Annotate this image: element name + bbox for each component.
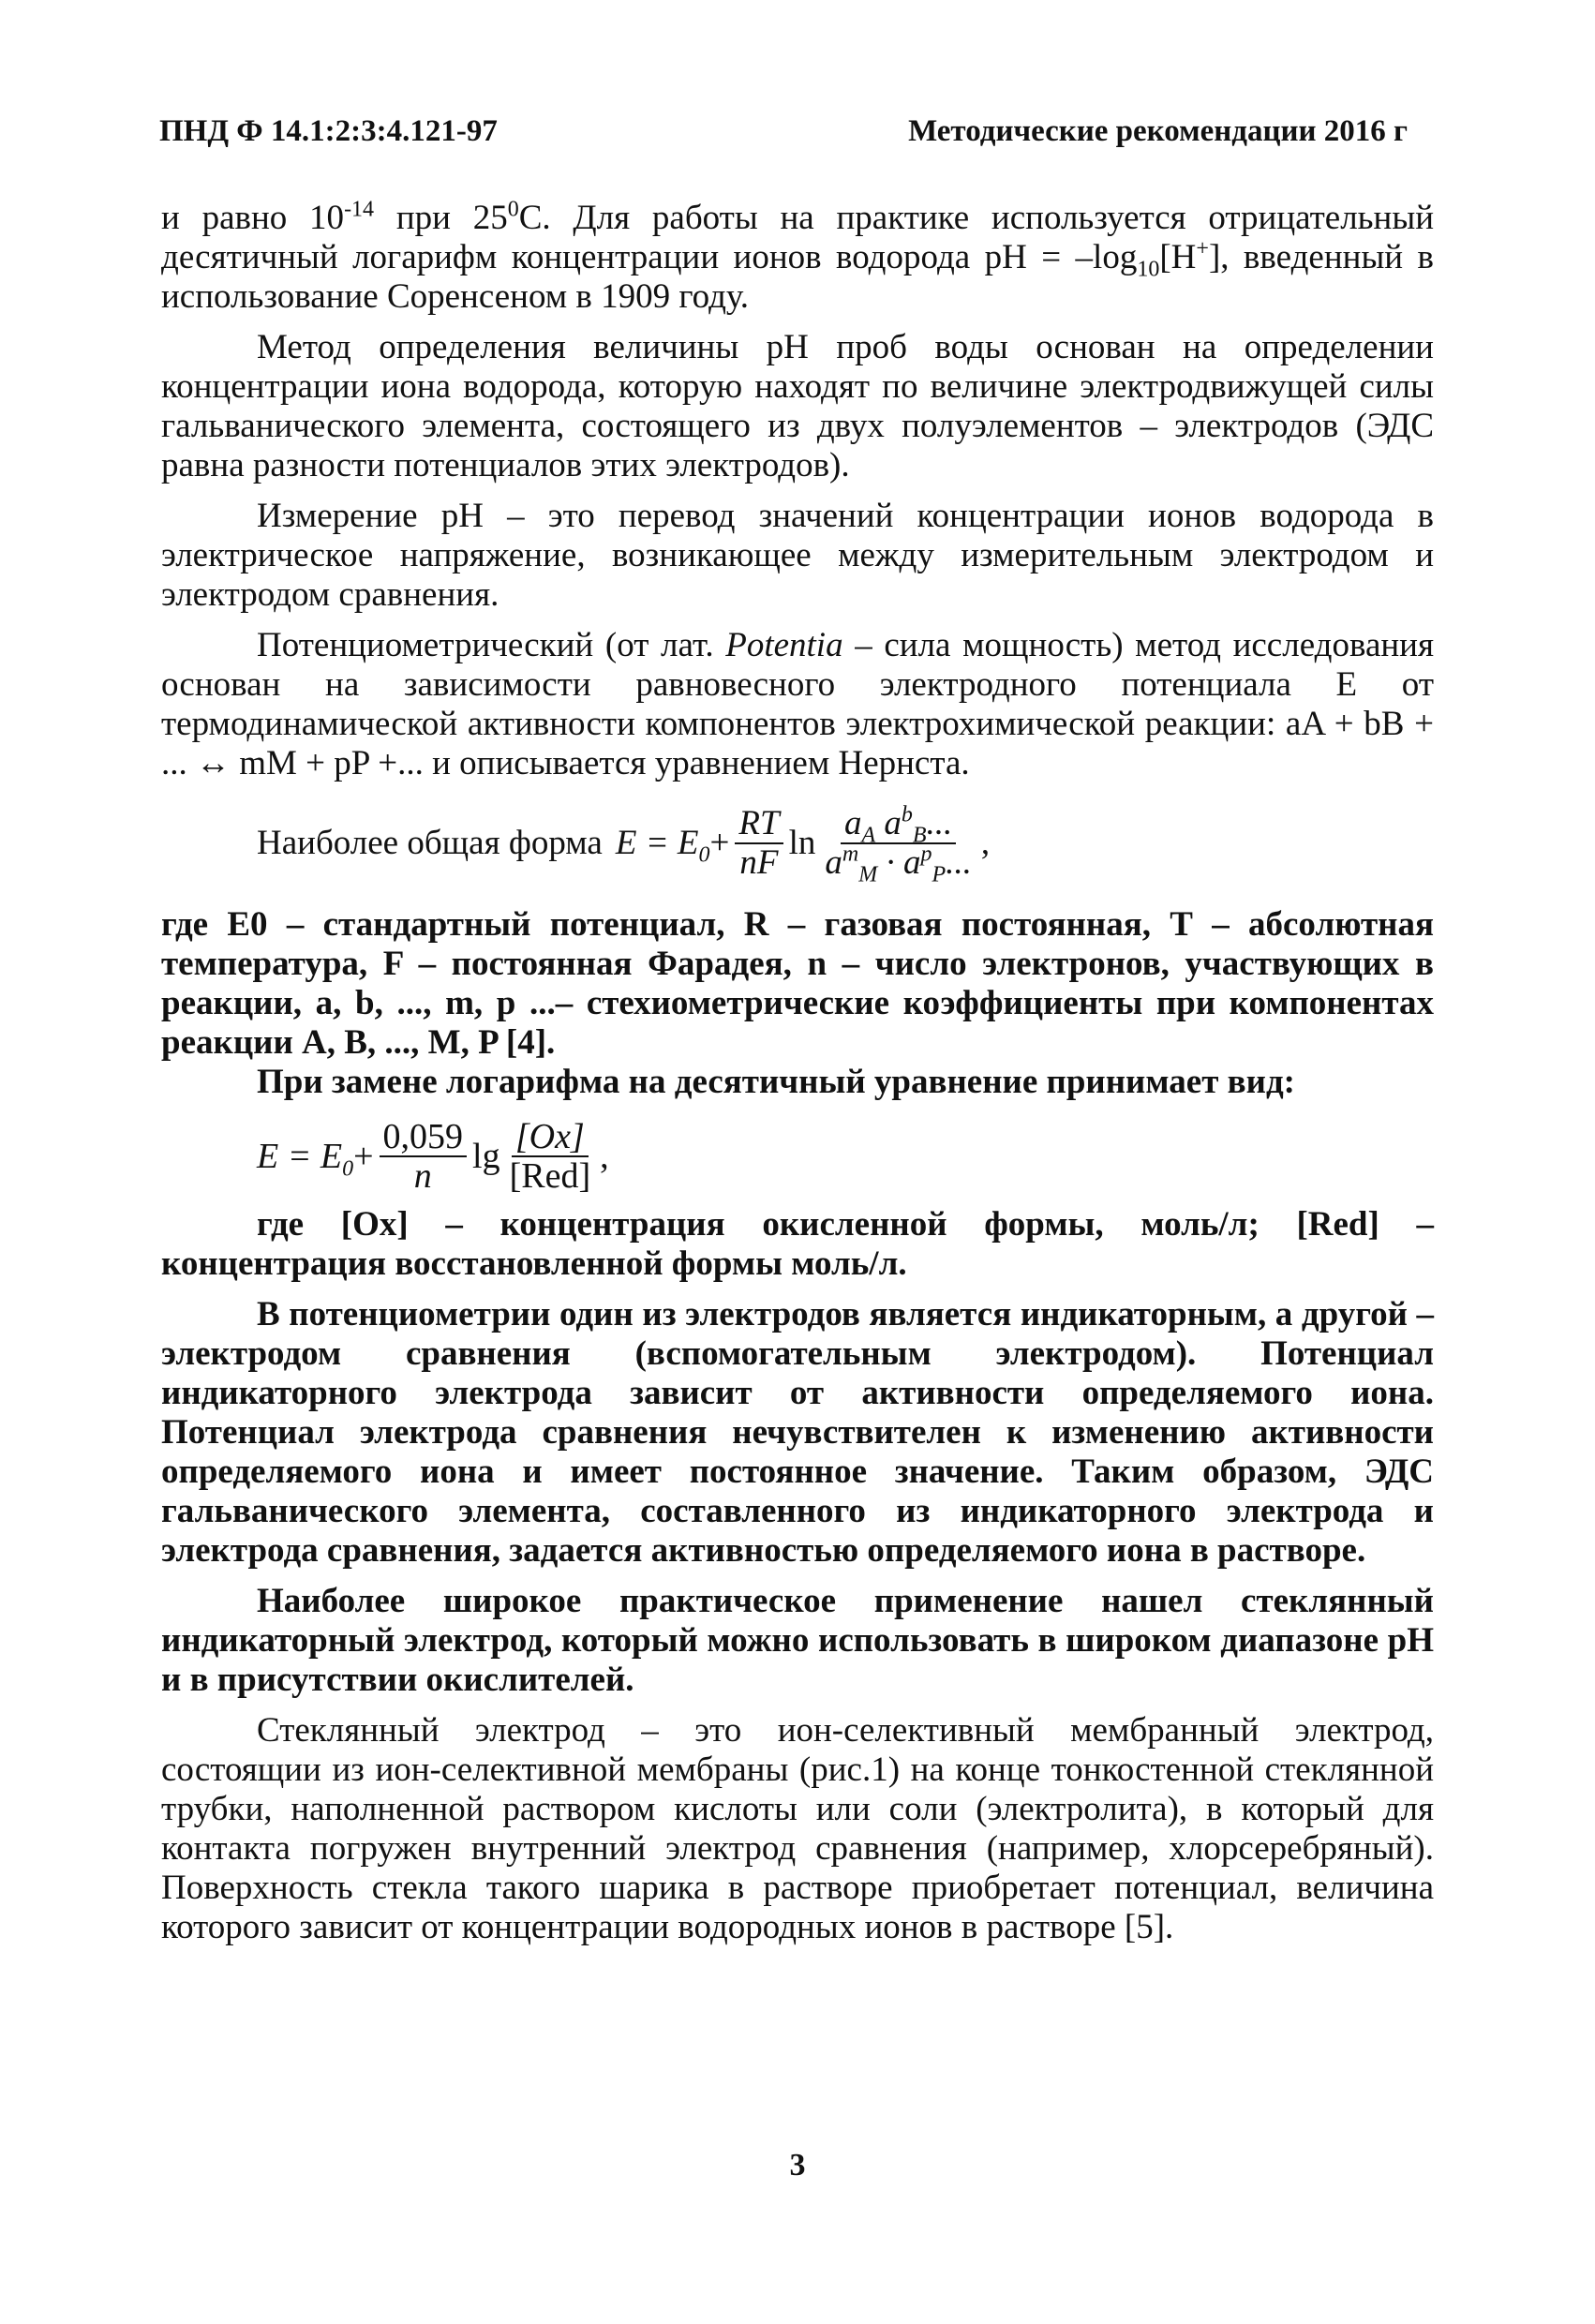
text: при 25 [374, 199, 508, 237]
formula-lhs: $E = E_0$ [257, 1137, 354, 1182]
fraction-activities [821, 802, 976, 887]
paragraph-5: где E0 – стандартный потенциал, R – газовая постоянная, Т – абсолютная температура, F – постоянная Фарадея, n – число электронов, участвующих в реакции, a, b, ..., m, p ...– стехиометрические коэффициенты при компонентах реакции A, B, ..., M, P [4]. [161, 905, 1434, 1062]
fraction-denominator: n [413, 1156, 432, 1196]
lg-operator: lg [472, 1137, 500, 1176]
paragraph-10: Стеклянный электрод – это ион-селективный мембранный электрод, состоящии из ион-селективной мембраны (рис.1) на конце тонкостенной стеклянной трубки, наполненной раствором кислоты или соли (электролита), в который для контакта погружен внутренний электрод сравнения (например, хлорсеребряный). Поверхность стекла такого шарика в растворе приобретает потенциал, величина которого зависит от концентрации водородных ионов в растворе [5]. [161, 1711, 1434, 1946]
fraction-numerator: $a_A$ $a^b_B$... [841, 805, 956, 844]
paragraph-4 [161, 626, 1434, 783]
fraction-denominator: [Red] [509, 1156, 591, 1196]
paragraph-3: Измерение рН – это перевод значений концентрации ионов водорода в электрическое напряжение, возникающее между измерительным электродом и электродом сравнения. [161, 497, 1434, 614]
document-body [161, 199, 1434, 1947]
document-title: Методические рекомендации 2016 г [908, 114, 1408, 148]
paragraph-7: где [Ox] – концентрация окисленной формы, моль/л; [Red] – концентрация восстановленной формы моль/л. [161, 1205, 1434, 1283]
text: С. Для работы на практике используется отрицательный десятичный логарифм концентрации ионов водорода рН = –log [161, 199, 1434, 276]
fraction-rt-nf [735, 805, 783, 882]
superscript: -14 [344, 197, 375, 222]
superscript: + [1196, 236, 1209, 261]
paragraph-1 [161, 199, 1434, 317]
fraction-numerator: [Ox] [512, 1118, 589, 1157]
formula-comma: , [600, 1137, 609, 1176]
fraction-denominator: nF [739, 843, 779, 882]
fraction-numerator: 0,059 [380, 1118, 468, 1157]
text: ], введенный в использование Соренсеном в 1909 году. [161, 238, 1434, 316]
paragraph-2: Метод определения величины рН проб воды основан на определении концентрации иона водорода, которую находят по величине электродвижущей силы гальванического элемента, состоящего из двух полуэлементов – электродов (ЭДС равна разности потенциалов этих электродов). [161, 328, 1434, 484]
ln-operator: ln [788, 824, 816, 862]
formula-plus: + [709, 824, 730, 862]
paragraph-8: В потенциометрии один из электродов является индикаторным, а другой – электродом сравнения (вспомогательным электродом). Потенциал индикаторного электрода зависит от активности определяемого иона. Потенциал электрода сравнения нечувствителен к изменению активности определяемого иона и имеет постоянное значение. Таким образом, ЭДС гальванического элемента, составленного из индикаторного электрода и электрода сравнения, задается активностью определяемого иона в растворе. [161, 1295, 1434, 1570]
subscript: 10 [1137, 257, 1160, 282]
formula-plus: + [353, 1137, 374, 1176]
page-number: 3 [789, 2148, 806, 2182]
fraction-denominator: $a^m_M \cdot a^p_P$... [825, 842, 972, 887]
formula-comma: , [980, 824, 991, 862]
decimal-log-equation [257, 1108, 1434, 1205]
fraction-ox-red [506, 1118, 595, 1195]
fraction-numerator: RT [735, 805, 783, 844]
text: – сила мощность) метод исследования основан на зависимости равновесного электродного потенциала Е от термодинамической активности компонентов электрохимической реакции: aA + bB + ... ↔ mM + pP +... и описывается уравнением Нернста. [161, 626, 1434, 782]
document-code: ПНД Ф 14.1:2:3:4.121-97 [159, 114, 498, 148]
formula-lhs: $E = E_0$ [615, 824, 710, 868]
superscript: 0 [507, 197, 519, 222]
nernst-equation [257, 789, 1434, 898]
fraction-coefficient [380, 1118, 468, 1195]
latin-term: Potentia [725, 626, 843, 664]
paragraph-6: При замене логарифма на десятичный уравнение принимает вид: [257, 1063, 1295, 1101]
text: Потенциометрический (от лат. [257, 626, 726, 664]
formula-lead-text: Наиболее общая форма [257, 824, 603, 862]
text: и равно 10 [161, 199, 345, 237]
paragraph-9: Наиболее широкое практическое применение нашел стеклянный индикаторный электрод, который можно использовать в широком диапазоне рН и в присутствии окислителей. [161, 1582, 1434, 1699]
text: [H [1159, 238, 1197, 276]
